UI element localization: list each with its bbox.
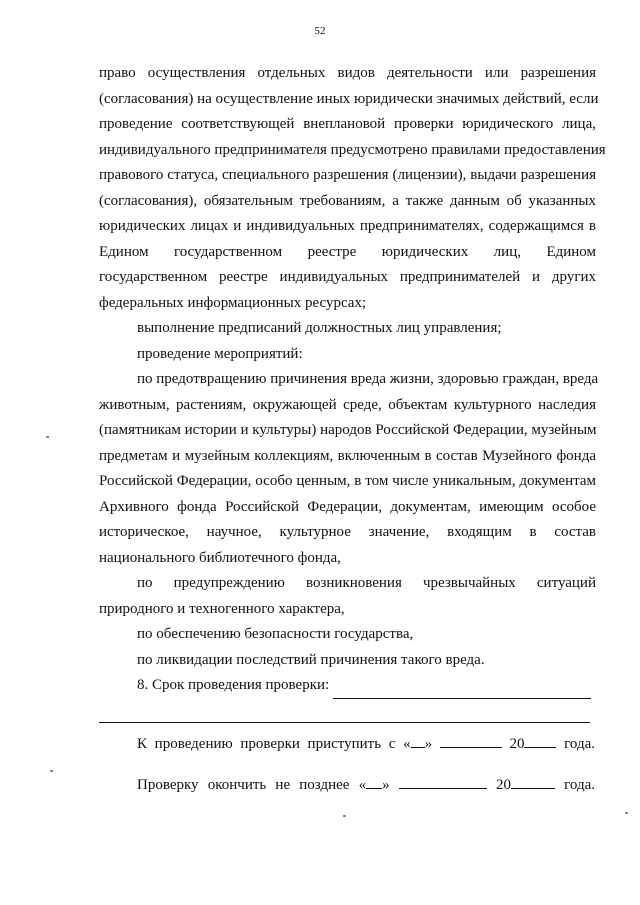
paragraph-permit — [99, 61, 606, 316]
start-check-line — [137, 734, 595, 753]
end-check-label: Проверку окончить не позднее — [137, 777, 350, 793]
check-term-continuation-field[interactable] — [99, 722, 590, 723]
text-line: по предупреждению возникновения чрезвычайных ситуаций — [137, 575, 596, 591]
end-month-field[interactable] — [399, 775, 487, 789]
text-line: (памятникам истории и культуры) народов Российской Федерации, музейным — [99, 422, 597, 438]
document-body — [99, 61, 606, 699]
start-year-suffix: года. — [564, 736, 596, 752]
check-term-line — [99, 673, 596, 699]
paragraph-prevention — [99, 367, 599, 571]
text-line: историческое, научное, культурное значение, входящим в состав — [99, 524, 596, 540]
close-quote: » — [382, 777, 390, 793]
check-term-label: 8. Срок проведения проверки: — [137, 677, 330, 693]
check-term-field[interactable] — [333, 684, 591, 699]
text-line: право осуществления отдельных видов деятельности или разрешения — [99, 65, 596, 81]
text-line: федеральных информационных ресурсах; — [99, 294, 367, 311]
text-line: (согласования), обязательным требованиям, а также данным об указанных — [99, 192, 596, 209]
text-line: национального библиотечного фонда, — [99, 549, 341, 566]
year-prefix: 20 — [509, 736, 525, 752]
start-year-group — [509, 736, 556, 752]
scan-speck — [343, 815, 346, 817]
text-line: животным, растениям, окружающей среде, объектам культурного наследия — [99, 396, 596, 413]
start-day-field[interactable] — [411, 734, 425, 748]
text-line: по предотвращению причинения вреда жизни, здоровью граждан, вреда — [137, 371, 599, 387]
page-number: 52 — [314, 25, 326, 37]
item-prescriptions: выполнение предписаний должностных лиц управления; — [137, 320, 502, 336]
text-line: Архивного фонда Российской Федерации, документам, имеющим особое — [99, 498, 596, 515]
open-quote: « — [403, 736, 411, 752]
end-day-field[interactable] — [366, 775, 382, 789]
paragraph-emergency — [99, 571, 596, 622]
text-line: индивидуального предпринимателя предусмотрено правилами предоставления — [99, 141, 606, 158]
item-security: по обеспечению безопасности государства, — [137, 626, 414, 642]
start-month-field[interactable] — [440, 734, 502, 748]
text-line: Едином государственном реестре юридических лиц, Едином — [99, 243, 596, 260]
text-line: юридических лицах и индивидуальных предпринимателях, содержащимся в — [99, 218, 596, 234]
text-line: государственном реестре индивидуальных предпринимателей и других — [99, 269, 596, 285]
open-quote: « — [358, 777, 367, 793]
scan-speck — [625, 812, 628, 814]
item-liquidation: по ликвидации последствий причинения такого вреда. — [137, 651, 485, 668]
start-day-group — [403, 736, 432, 752]
text-line: правового статуса, специального разрешения (лицензии), выдачи разрешения — [99, 167, 596, 183]
item-measures: проведение мероприятий: — [137, 345, 303, 362]
text-line: природного и техногенного характера, — [99, 600, 345, 617]
end-year-suffix: года. — [564, 777, 596, 793]
close-quote: » — [424, 736, 433, 752]
year-prefix: 20 — [495, 777, 511, 793]
text-line: предметам и музейным коллекциям, включенным в состав Музейного фонда — [99, 447, 596, 464]
scan-speck — [46, 436, 49, 438]
text-line: проведение соответствующей внеплановой проверки юридического лица, — [99, 116, 596, 132]
end-day-group — [359, 777, 390, 793]
start-check-label: К проведению проверки приступить с — [137, 736, 396, 752]
scan-speck — [50, 770, 53, 772]
end-year-group — [496, 777, 555, 793]
text-line: (согласования) на осуществление иных юридически значимых действий, если — [99, 90, 599, 107]
end-year-field[interactable] — [511, 775, 555, 789]
text-line: Российской Федерации, особо ценным, в том числе уникальным, документам — [99, 473, 596, 489]
start-year-field[interactable] — [524, 734, 556, 748]
end-check-line — [137, 775, 595, 794]
